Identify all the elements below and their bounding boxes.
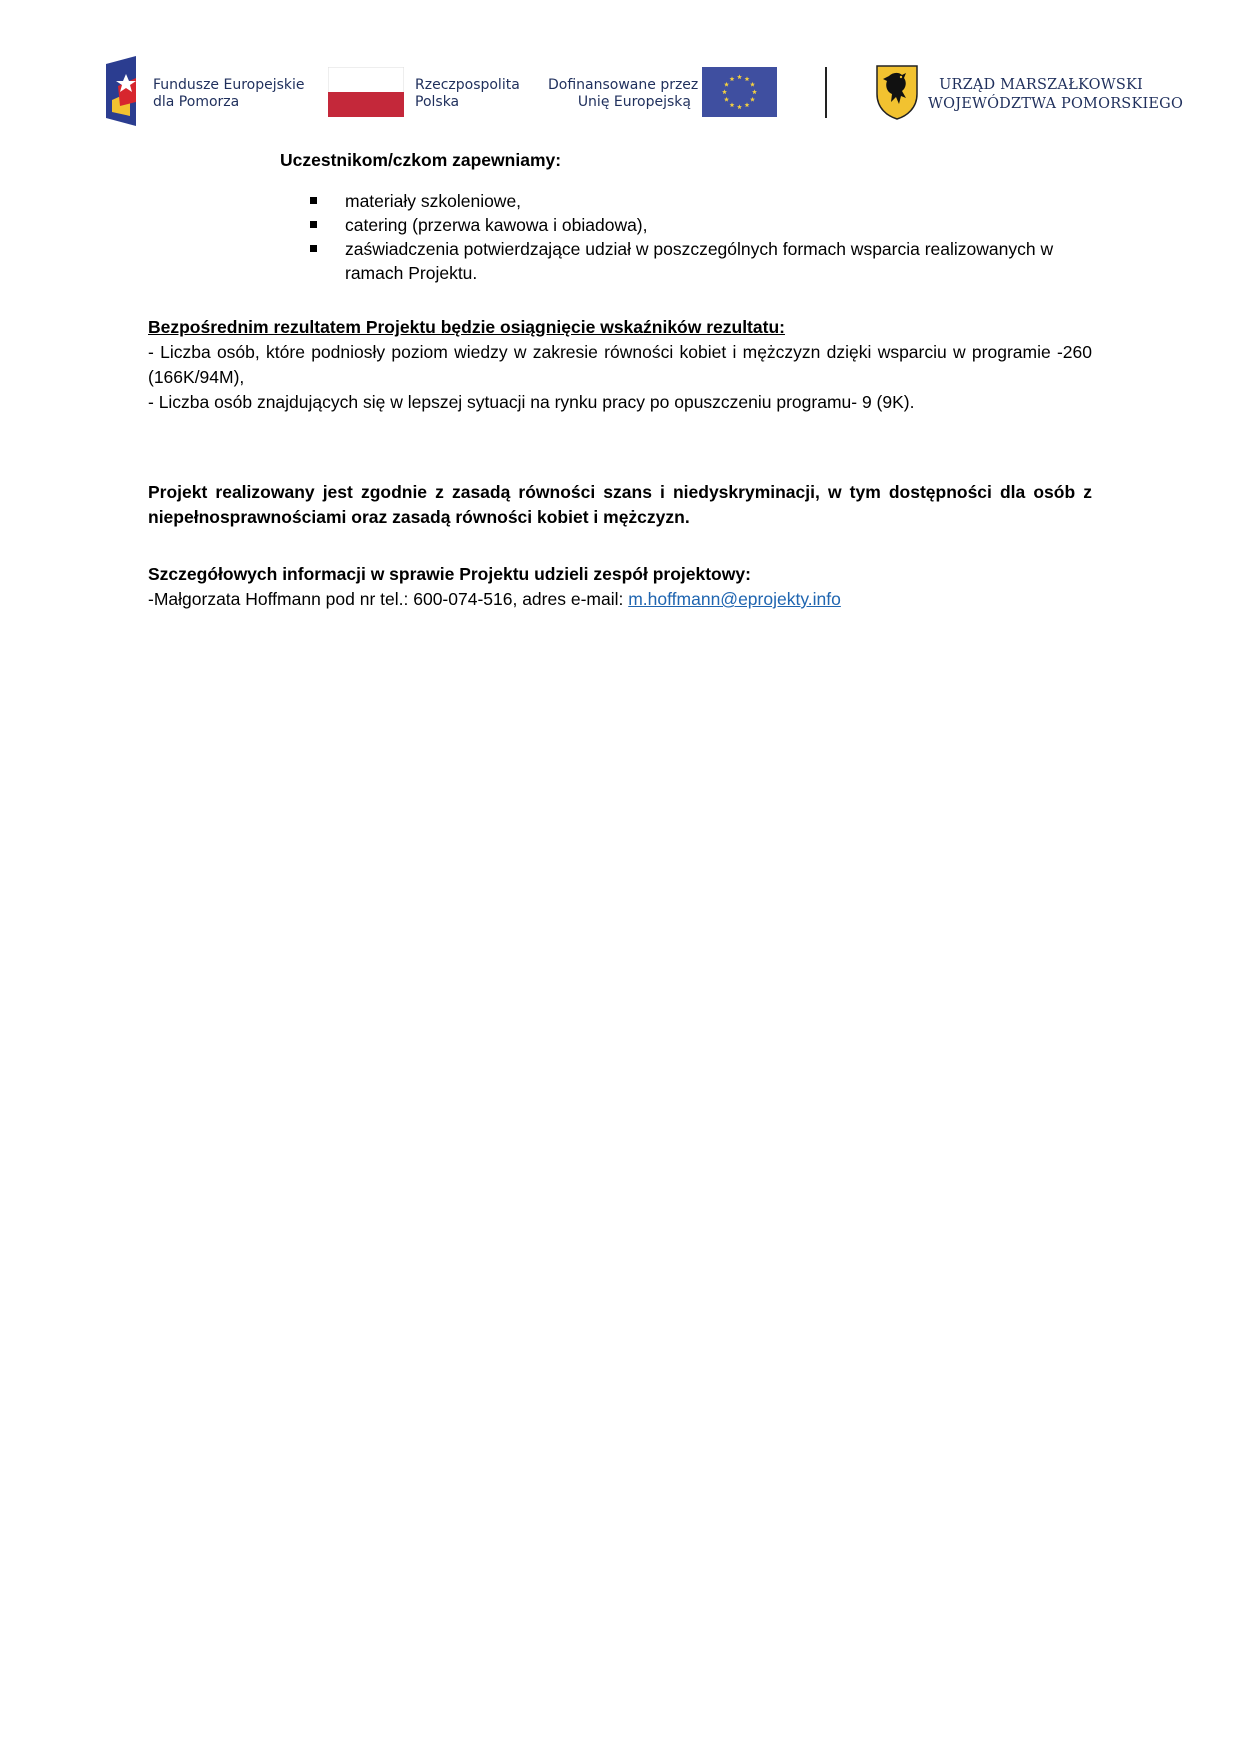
contact-line [148, 587, 1092, 612]
polish-flag-icon [328, 67, 404, 117]
pl-line-2: Polska [415, 94, 460, 110]
pomorskie-coat-of-arms-icon [875, 64, 919, 120]
fundusze-europejskie-text [153, 77, 305, 111]
eu-flag-icon [702, 67, 777, 117]
provisions-list-item [310, 213, 1090, 237]
equality-statement: Projekt realizowany jest zgodnie z zasadą równości szans i niedyskryminacji, w tym dostępności dla osób z niepełnosprawnościami oraz zasadą równości kobiet i mężczyzn. [148, 482, 1092, 527]
square-bullet-icon [310, 245, 317, 252]
contact-heading: Szczegółowych informacji w sprawie Projektu udzieli zespół projektowy: [148, 564, 751, 584]
contact-email-link[interactable]: m.hoffmann@eprojekty.info [628, 589, 841, 609]
contact-section [148, 562, 1092, 612]
provisions-list [310, 189, 1090, 285]
fe-line-2: dla Pomorza [153, 94, 240, 110]
pl-line-1: Rzeczpospolita [415, 77, 520, 93]
square-bullet-icon [310, 221, 317, 228]
provisions-heading: Uczestnikom/czkom zapewniamy: [280, 150, 562, 170]
urzad-marszalkowski-text [928, 76, 1184, 114]
fundusze-europejskie-logo [106, 56, 144, 126]
fe-line-1: Fundusze Europejskie [153, 77, 305, 93]
results-section [148, 315, 1092, 415]
eu-funding-text [548, 77, 699, 111]
square-bullet-icon [310, 197, 317, 204]
um-line-2: WOJEWÓDZTWA POMORSKIEGO [928, 96, 1184, 112]
provisions-list-item [310, 237, 1090, 285]
um-line-1: URZĄD MARSZAŁKOWSKI [939, 77, 1143, 93]
results-heading: Bezpośrednim rezultatem Projektu będzie osiągnięcie wskaźników rezultatu: [148, 317, 785, 337]
provisions-item-text: catering (przerwa kawowa i obiadowa), [345, 215, 648, 235]
eu-line-1: Dofinansowane przez [548, 77, 699, 93]
eu-line-2: Unię Europejską [577, 94, 691, 110]
result-indicator-1: - Liczba osób, które podniosły poziom wiedzy w zakresie równości kobiet i mężczyzn dzięki wsparciu w programie -260 (166K/94M), [148, 342, 1092, 387]
logo-bar [0, 0, 1241, 140]
rzeczpospolita-text [415, 77, 520, 111]
result-indicator-2: - Liczba osób znajdujących się w lepszej sytuacji na rynku pracy po opuszczeniu programu- 9 (9K). [148, 392, 915, 412]
provisions-list-item [310, 189, 1090, 213]
contact-person-phone: -Małgorzata Hoffmann pod nr tel.: 600-074-516, adres e-mail: [148, 589, 629, 609]
header-divider [825, 67, 827, 118]
provisions-item-text: materiały szkoleniowe, [345, 191, 522, 211]
provisions-item-text: zaświadczenia potwierdzające udział w poszczególnych formach wsparcia realizowanych w ramach Projektu. [345, 239, 1054, 283]
